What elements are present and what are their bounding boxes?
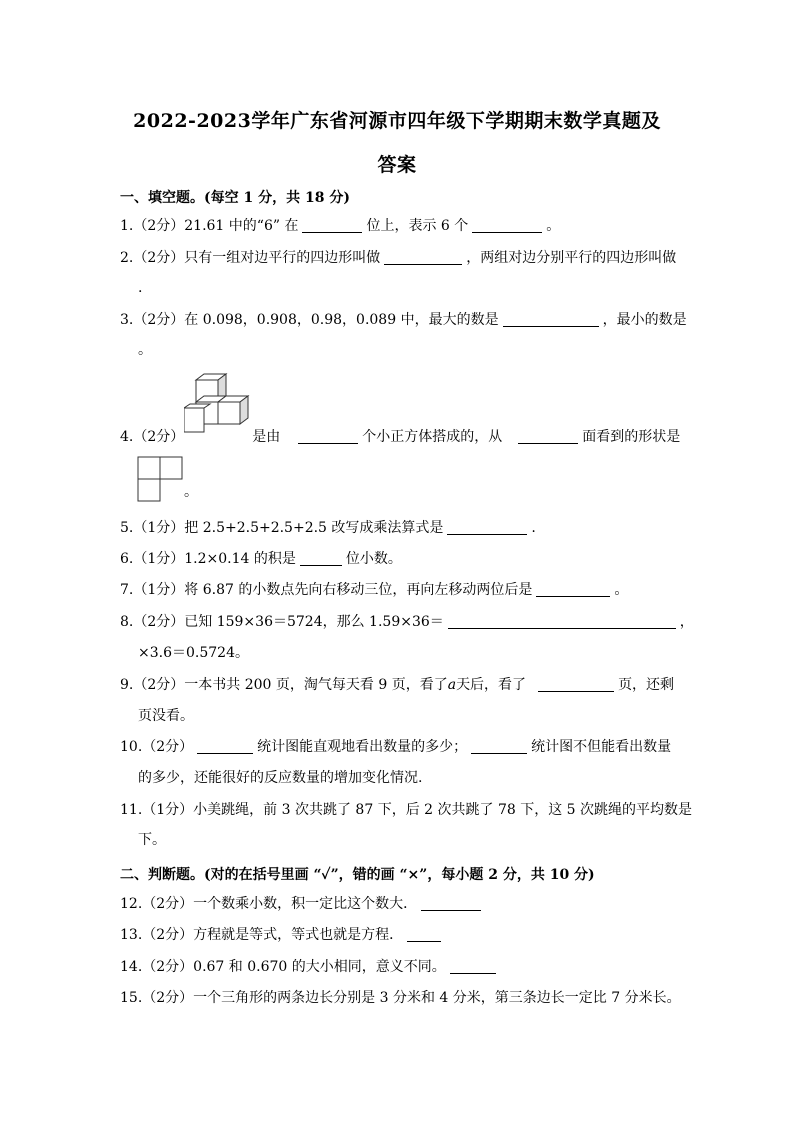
q9-variable: a xyxy=(447,677,457,693)
q10-text-a: 统计图能直观地看出数量的多少； xyxy=(257,739,468,755)
q4-blank-1 xyxy=(298,427,358,444)
q8-end: ×3.6＝0.5724。 xyxy=(138,645,249,661)
q4-blank-2 xyxy=(518,427,578,444)
question-11-line-2 xyxy=(120,826,698,855)
q10-prefix: 10.（2分） xyxy=(120,739,194,755)
q14-text: 14.（2分）0.67 和 0.670 的大小相同，意义不同。 xyxy=(120,959,446,975)
q1-prefix: 1.（2分）21.61 中的“6” 在 xyxy=(120,218,299,234)
q10-end: 的多少，还能很好的反应数量的增加变化情况. xyxy=(138,770,423,786)
q1-blank-2 xyxy=(472,216,542,233)
q8-mid: ， xyxy=(679,614,694,630)
question-12 xyxy=(120,890,680,919)
question-14 xyxy=(120,953,680,982)
q1-blank-1 xyxy=(302,216,362,233)
q8-blank-1 xyxy=(448,612,676,629)
question-11 xyxy=(120,796,693,825)
q7-prefix: 7.（1分）将 6.87 的小数点先向右移动三位，再向左移动两位后是 xyxy=(120,582,533,598)
q2-prefix: 2.（2分）只有一组对边平行的四边形叫做 xyxy=(120,250,381,266)
question-4 xyxy=(120,423,680,452)
question-5 xyxy=(120,514,680,543)
question-3-line-2 xyxy=(120,336,698,365)
q13-text: 13.（2分）方程就是等式，等式也就是方程． xyxy=(120,927,404,943)
q9-end1: 页，还剩 xyxy=(618,677,675,693)
question-10 xyxy=(120,733,680,762)
q5-prefix: 5.（1分）把 2.5+2.5+2.5+2.5 改写成乘法算式是 xyxy=(120,520,444,536)
question-6 xyxy=(120,545,680,574)
question-9-line-2 xyxy=(120,702,698,731)
question-13 xyxy=(120,921,680,950)
q14-blank xyxy=(450,957,496,974)
q5-end: . xyxy=(531,520,536,536)
q3-prefix: 3.（2分）在 0.098，0.908，0.98，0.089 中，最大的数是 xyxy=(120,312,499,328)
question-9 xyxy=(120,671,680,700)
q4-prefix: 4.（2分） xyxy=(120,429,185,445)
question-8-line-2 xyxy=(120,639,698,668)
q9-blank-1 xyxy=(538,675,614,692)
q3-mid: ，最小的数是 xyxy=(602,312,687,328)
q12-blank xyxy=(421,894,481,911)
q4-end: 。 xyxy=(184,484,198,500)
q11-prefix: 11.（1分）小美跳绳，前 3 次共跳了 87 下，后 2 次共跳了 78 下，这 5 次跳绳的平均数是 xyxy=(120,802,693,818)
question-8 xyxy=(120,608,694,637)
q3-blank-1 xyxy=(503,310,599,327)
q6-prefix: 6.（1分）1.2×0.14 的积是 xyxy=(120,551,296,567)
section-2-heading: 二、判断题。(对的在括号里画 “✓”，错的画 “×”，每小题 2 分，共 10 分) xyxy=(120,867,595,883)
q1-end: 。 xyxy=(546,218,561,234)
document-title: 2022-2023学年广东省河源市四年级下学期期末数学真题及 xyxy=(133,110,661,132)
question-1 xyxy=(120,212,680,241)
q2-mid: ，两组对边分别平行的四边形叫做 xyxy=(466,250,677,266)
question-7 xyxy=(120,576,680,605)
question-2-line-2 xyxy=(120,274,698,303)
q6-end: 位小数。 xyxy=(345,551,402,567)
q11-end: 下。 xyxy=(138,832,166,848)
q7-end: 。 xyxy=(614,582,629,598)
q9-end2: 页没看。 xyxy=(138,708,194,724)
q2-end: . xyxy=(138,280,143,296)
q10-blank-1 xyxy=(197,737,253,754)
document-title-continued: 答案 xyxy=(377,154,417,176)
q4-text-a: 是由 xyxy=(252,429,281,445)
question-2 xyxy=(120,244,680,273)
q8-prefix: 8.（2分）已知 159×36＝5724，那么 1.59×36＝ xyxy=(120,614,444,630)
q2-blank-1 xyxy=(384,248,462,265)
q12-text: 12.（2分）一个数乘小数，积一定比这个数大． xyxy=(120,896,418,912)
q6-blank-1 xyxy=(300,549,342,566)
q3-end: 。 xyxy=(138,342,152,358)
q9-mid: 天后，看了 xyxy=(456,677,527,693)
question-15 xyxy=(120,984,680,1013)
q10-blank-2 xyxy=(471,737,527,754)
q7-blank-1 xyxy=(536,580,610,597)
q15-text: 15.（2分）一个三角形的两条边长分别是 3 分米和 4 分米，第三条边长一定比 7 分米长。 xyxy=(120,990,681,1006)
q4-text-c: 面看到的形状是 xyxy=(582,429,681,445)
q10-text-b: 统计图不但能看出数量 xyxy=(531,739,672,755)
question-10-line-2 xyxy=(120,764,698,793)
question-3 xyxy=(120,306,687,335)
q9-prefix: 9.（2分）一本书共 200 页，淘气每天看 9 页，看了 xyxy=(120,677,448,693)
q1-mid: 位上，表示 6 个 xyxy=(366,218,469,234)
q4-text-b: 个小正方体搭成的，从 xyxy=(362,429,503,445)
view-grid-figure xyxy=(137,456,187,504)
q13-blank xyxy=(407,925,441,942)
q5-blank-1 xyxy=(447,518,527,535)
question-4-line-2 xyxy=(184,478,224,507)
section-1-heading: 一、填空题。(每空 1 分，共 18 分) xyxy=(120,190,350,206)
